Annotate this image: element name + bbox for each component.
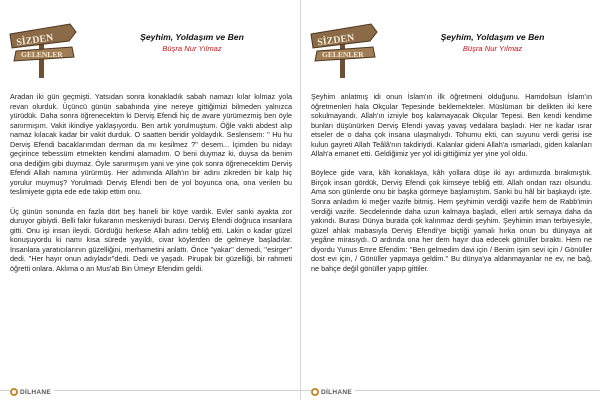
paragraph: Üç günün sonunda en fazla dört beş haneli bir köye vardık. Evler sanki ayakta zor duruyor gibiydi. Belli fakir fukaranın meskeniydi burası. Derviş Efendi doğruca insanlara gitti. Onu işi insan ileydi. Gördüğü herkese Allah adını tebliğ etti. Lakin o kadar güzel konuşuyordu ki namı kısa sürede yayıldı, civar köylerden de gelmeye başladılar. İnsanlara yaratıcılarının güzelliğini, merhametini anlattı. Önce ''yakar'' demedi, ''esirger'' dedi. ''Her hayır onun adıyladır''dedi. Dedi ve yaşadı. Pirupak bir güzelliği, bir rahmeti öğretti onlara. Aklıma o an Mus'ab Bin Ümeyr Efendim geldi. bbox=[10, 206, 292, 273]
paragraph: Böylece gide vara, kâh konaklaya, kâh yollara düşe iki ayı ardımızda bırakmıştık. Birçok insan gördük, Derviş Efendi çok kimseye tebliğ etti. Allah ondan razı olsundu. Ama son günlerde onu bir başka görmeye başlamıştım. Sanki bu hâl bir başkaydı işte. Sonra anladım ki meğer vazife bitmiş. Hem şeyhimin verdiği vazife hem de Rabb'imin verdiği vazife. Secdelerinde daha uzun kalmaya başladı, elleri artık semaya daha da yakındı. Burası Dünya burada çok kalınmaz derdi şeyhim. Şeyhimin iman terbiyesiyle, güzel ahlak mabasıyla Derviş Efendi'ye biçtiği yamalı hırka onun bu dünyaya ait yegâne mirasıydı. O ardında ona her dem hayır dua edecek gönüller bıraktı. Hem ne diyordu Yunus Emre Efendim: ''Ben gelmedim davi için / Benim işim sevi için / Gönüller dost evi için, / Gönüller yapmaya geldim.'' Bu dünya'ya aldanmayanlar ne ev, ne bağ, ne bahçe değil gönüller yapıp gittiler. bbox=[311, 168, 592, 273]
logo-line-2: GELENLER bbox=[322, 50, 364, 59]
article-body bbox=[10, 92, 292, 283]
logo-line-2: GELENLER bbox=[21, 50, 63, 59]
article-title: Şeyhim, Yoldaşım ve Ben bbox=[140, 32, 244, 42]
dilhane-logo-icon bbox=[10, 388, 18, 396]
logo-line-1: SİZDEN bbox=[316, 32, 356, 49]
sizden-gelenler-logo bbox=[307, 20, 381, 78]
article-author: Büşra Nur Yılmaz bbox=[162, 44, 222, 53]
sizden-gelenler-logo bbox=[6, 20, 80, 78]
brand-name: DİLHANE bbox=[321, 388, 352, 396]
paragraph: Aradan iki gün geçmişti. Yatsıdan sonra konakladık sabah namazı kılar kılmaz yola revan olurduk. Üçüncü günün sabahında yine nereye gittiğimizi bilmeden yalnızca yürüdük. Daha sonra öğrenecektim ki Derviş Efendi hiç de avare yürümezmiş ben öyle sanırmışım. Vakit ikindiye yaklaşıyordu. Ben artık yorulmuştum. Öğle vakti abdest alıp namaz kılacak kadar bir vakit durduk. O saatten beridir yoldaydık. Seslensem: '' Hu hu Derviş Efendi bacaklarımdan derman da mı kesilmez ?'' desem... İçimden bu nidayı geçirince tebessüm etmekten kendimi alamadım. O beni duymaz ki, duysa da benim ona dediğim gibi duymaz. Öyle sanırmışım yani ve yine çok sonra öğrenecektim Derviş Efendi Allah namına yürürmüş. Her adımında Allah'ın bir adını zikreden bir kalp hiç yorulur muymuş? Yorulmadı Derviş Efendi ben de yol boyunca ona, ona verilen bu teslimiyete gıpta ede ede takip ettim onu. bbox=[10, 92, 292, 197]
brand-name: DİLHANE bbox=[20, 388, 51, 396]
article-author: Büşra Nur Yılmaz bbox=[462, 44, 523, 53]
logo-line-1: SİZDEN bbox=[15, 32, 55, 49]
article-body bbox=[311, 92, 592, 283]
dilhane-logo-icon bbox=[311, 388, 319, 396]
footer-brand bbox=[311, 388, 355, 396]
article-title: Şeyhim, Yoldaşım ve Ben bbox=[440, 32, 545, 42]
paragraph: Şeyhim anlatmış idi onun İslam'ın ilk öğretmeni olduğunu. Hamdolsun İslam'ın öğretmenleri hala Okçular Tepesinde beklemekteler. Müslüman bir delikten iki kere sokulmayandı. Allah'ın izniyle boş kalamayacak Okçular Tepesi. Ben kendi kendime bunları düşünürken Derviş Efendi yavaş yavaş vedalara başladı. Her ne kadar ısrar etseler de o daha çok insana ulaşmalıydı. Tohumu ekti, can suyunu verdi gerisi ise kulun gayreti Allah Teâlâ'nın takdiriydi. Kalanlar gideni Allah'a ısmarladı, giden kalanları Allah'a emanet etti. Geldiğimiz yer yol idi gittiğimiz yer yine yol oldu. bbox=[311, 92, 592, 159]
footer-brand bbox=[10, 388, 54, 396]
right-page bbox=[300, 0, 600, 400]
